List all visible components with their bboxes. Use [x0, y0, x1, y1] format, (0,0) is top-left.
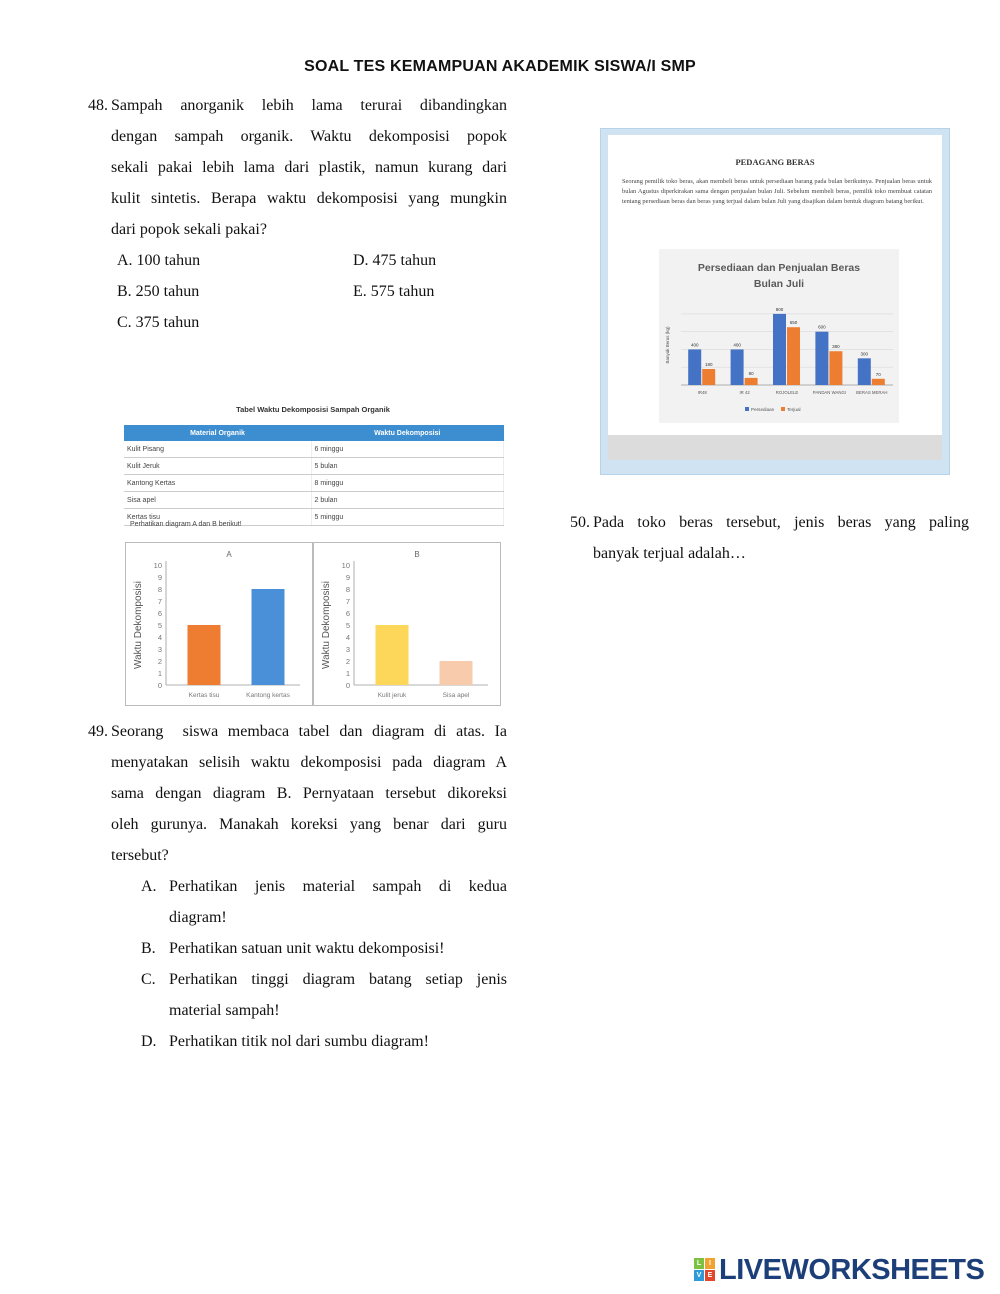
- text-line: tersebut?: [111, 847, 169, 864]
- option-text: [169, 933, 507, 964]
- option-text: [169, 871, 507, 933]
- table-cell: 2 bulan: [311, 492, 504, 509]
- question-number: 48.: [88, 97, 108, 114]
- option-letter: A.: [141, 878, 157, 895]
- table-cell: Sisa apel: [124, 492, 311, 509]
- y-tick-label: 7: [345, 597, 350, 606]
- bar: [787, 327, 800, 385]
- text-line: sekali pakai lebih lama dari plastik, namun kurang dari: [111, 159, 507, 176]
- option-letter: C.: [141, 971, 156, 988]
- text-line: Pada toko beras tersebut, jenis beras yang paling: [593, 514, 969, 531]
- rice-card-panel: [608, 135, 942, 435]
- question-text: [111, 90, 507, 245]
- legend-label: Persediaan: [751, 407, 775, 412]
- table-cell: Kulit Jeruk: [124, 458, 311, 475]
- x-tick-label: Kulit jeruk: [377, 692, 407, 699]
- y-tick-label: 9: [157, 573, 162, 582]
- bar: [702, 369, 715, 385]
- option-letter: B.: [141, 940, 156, 957]
- text-line: sama dengan diagram B. Pernyataan tersebut dikoreksi: [111, 785, 507, 802]
- y-tick-label: 0: [345, 681, 350, 690]
- text-line: oleh gurunya. Manakah koreksi yang benar dari guru: [111, 816, 507, 833]
- legend-label: Terjual: [787, 407, 801, 412]
- table-title: Tabel Waktu Dekomposisi Sampah Organik: [236, 405, 390, 414]
- question-48: [80, 90, 510, 340]
- option-text: [169, 1026, 507, 1057]
- data-label: 300: [860, 351, 869, 357]
- y-tick-label: 3: [157, 645, 162, 654]
- table-cell: 5 bulan: [311, 458, 504, 475]
- page-title: SOAL TES KEMAMPUAN AKADEMIK SISWA/I SMP: [304, 58, 696, 75]
- table-cell: 6 minggu: [311, 441, 504, 458]
- text-line: banyak terjual adalah…: [593, 545, 746, 562]
- bar: [872, 379, 885, 385]
- rice-card-heading: PEDAGANG BERAS: [735, 157, 815, 167]
- logo-tile: E: [705, 1270, 715, 1281]
- table-row: [124, 458, 504, 475]
- data-label: 380: [832, 344, 840, 350]
- bar: [858, 358, 871, 385]
- table-cell: Kulit Pisang: [124, 441, 311, 458]
- chart-subtitle: Bulan Juli: [753, 278, 805, 290]
- y-tick-label: 9: [345, 573, 350, 582]
- question-text: [111, 716, 507, 871]
- question-49: [80, 716, 510, 876]
- text-line: menyatakan selisih waktu dekomposisi pada diagram A: [111, 754, 507, 771]
- y-axis-label: Waktu Dekomposisi: [133, 581, 144, 669]
- column-header: Waktu Dekomposisi: [311, 425, 504, 441]
- table-row: [124, 492, 504, 509]
- logo-tile: V: [694, 1270, 704, 1281]
- y-tick-label: 4: [345, 633, 350, 642]
- y-tick-label: 8: [345, 585, 350, 594]
- question-number: 49.: [88, 723, 108, 740]
- y-tick-label: 5: [157, 621, 162, 630]
- y-tick-label: 10: [153, 561, 162, 570]
- chart-title: A: [226, 550, 232, 559]
- rice-card-body: Seorang pemilik toko beras, akan membeli beras untuk persediaan barang pada bulan berikutnya. Penjualan beras untuk bulan Agustus diperkirakan sama dengan penjualan bulan Juli. Sebelum membeli beras, pemilik toko membuat catatan tentang persediaan beras dan beras yang terjual dalam bulan Juli yang disajikan dalam bentuk diagram batang berikut.: [622, 178, 932, 205]
- y-axis-label: Waktu Dekomposisi: [321, 581, 332, 669]
- bar: [440, 661, 473, 685]
- x-tick-label: BERAS MERAH: [856, 390, 888, 395]
- text-line: Perhatikan tinggi diagram batang setiap jenis: [169, 971, 507, 988]
- chart-a: [125, 542, 313, 706]
- y-tick-label: 1: [345, 669, 350, 678]
- y-tick-label: 5: [345, 621, 350, 630]
- table-row: [124, 441, 504, 458]
- logo-icon: [694, 1258, 716, 1282]
- option-text: [169, 964, 507, 1026]
- decomposition-table: [124, 425, 504, 526]
- rice-card-bottom-band: [608, 435, 942, 460]
- organic-figure: [118, 400, 508, 710]
- bar: [815, 332, 828, 385]
- data-label: 80: [748, 370, 754, 376]
- logo-wordmark: LIVEWORKSHEETS: [719, 1254, 985, 1286]
- text-line: material sampah!: [169, 1002, 280, 1019]
- data-label: 180: [704, 362, 713, 367]
- option-letter: D.: [141, 1033, 157, 1050]
- option-b[interactable]: [141, 933, 507, 964]
- table-cell: Kertas tisu: [124, 509, 311, 526]
- option-d[interactable]: [141, 1026, 507, 1057]
- text-line: dengan sampah organik. Waktu dekomposisi popok: [111, 128, 507, 145]
- x-tick-label: ROJOLELE: [775, 390, 799, 395]
- option-a[interactable]: A. 100 tahun: [117, 252, 201, 269]
- y-tick-label: 10: [341, 561, 350, 570]
- option-e[interactable]: E. 575 tahun: [353, 283, 435, 300]
- text-line: Perhatikan jenis material sampah di kedua: [169, 878, 507, 895]
- y-tick-label: 2: [345, 657, 350, 666]
- bar: [376, 625, 409, 685]
- y-tick-label: 0: [157, 681, 162, 690]
- option-a[interactable]: [141, 871, 507, 933]
- text-line: Perhatikan titik nol dari sumbu diagram!: [169, 1033, 429, 1050]
- text-line: Perhatikan satuan unit waktu dekomposisi!: [169, 940, 445, 957]
- data-label: 650: [789, 320, 798, 326]
- y-axis-label: Banyak Beras (kg): [665, 326, 670, 364]
- rice-card: [600, 128, 950, 475]
- data-label: 600: [818, 324, 826, 330]
- y-tick-label: 6: [157, 609, 162, 618]
- data-label: 400: [733, 342, 741, 348]
- option-b[interactable]: B. 250 tahun: [117, 283, 200, 300]
- table-cell: 5 minggu: [311, 509, 504, 526]
- text-line: dari popok sekali pakai?: [111, 221, 267, 238]
- y-tick-label: 3: [345, 645, 350, 654]
- text-line: kulit sintetis. Berapa waktu dekomposisi yang mungkin: [111, 190, 507, 207]
- chart-title: Persediaan dan Penjualan Beras: [697, 262, 861, 274]
- x-tick-label: PANDAN WANGI: [812, 390, 846, 395]
- x-tick-label: Kertas tisu: [188, 692, 220, 699]
- y-tick-label: 2: [157, 657, 162, 666]
- bar: [829, 351, 842, 385]
- legend-swatch: [745, 407, 749, 411]
- logo-tile: L: [694, 1258, 704, 1269]
- y-tick-label: 8: [157, 585, 162, 594]
- x-tick-label: IR 42: [739, 390, 750, 395]
- y-tick-label: 6: [345, 609, 350, 618]
- bar: [745, 378, 758, 385]
- option-d[interactable]: D. 475 tahun: [353, 252, 437, 269]
- logo-tile: I: [705, 1258, 715, 1269]
- chart-b: [313, 542, 501, 706]
- table-cell: Kantong Kertas: [124, 475, 311, 492]
- liveworksheets-logo: [694, 1254, 994, 1288]
- table-row: [124, 475, 504, 492]
- y-tick-label: 4: [157, 633, 162, 642]
- figure-note: Perhatikan diagram A dan B berikut!: [130, 521, 242, 528]
- column-header: Material Organik: [124, 425, 311, 441]
- question-50: [562, 507, 972, 577]
- bar: [688, 349, 701, 385]
- legend-swatch: [781, 407, 785, 411]
- x-tick-label: Kantong kertas: [246, 692, 290, 699]
- data-label: 70: [875, 371, 881, 377]
- rice-chart: [659, 249, 899, 423]
- bar: [188, 625, 221, 685]
- y-tick-label: 7: [157, 597, 162, 606]
- y-tick-label: 1: [157, 669, 162, 678]
- text-line: Sampah anorganik lebih lama terurai dibandingkan: [111, 97, 507, 114]
- chart-title: B: [414, 550, 420, 559]
- bar: [731, 349, 744, 385]
- table-cell: 8 minggu: [311, 475, 504, 492]
- data-label: 800: [775, 306, 784, 312]
- option-c[interactable]: C. 375 tahun: [117, 314, 200, 331]
- bar: [252, 589, 285, 685]
- text-line: Seorang siswa membaca tabel dan diagram di atas. Ia: [111, 723, 507, 740]
- table-header-row: [124, 425, 504, 441]
- data-label: 400: [690, 342, 699, 348]
- question-text: [593, 507, 969, 569]
- option-c[interactable]: [141, 964, 507, 1026]
- bar: [773, 314, 786, 385]
- x-tick-label: Sisa apel: [442, 692, 470, 699]
- x-tick-label: IR48: [697, 390, 707, 395]
- question-number: 50.: [570, 514, 590, 531]
- text-line: diagram!: [169, 909, 227, 926]
